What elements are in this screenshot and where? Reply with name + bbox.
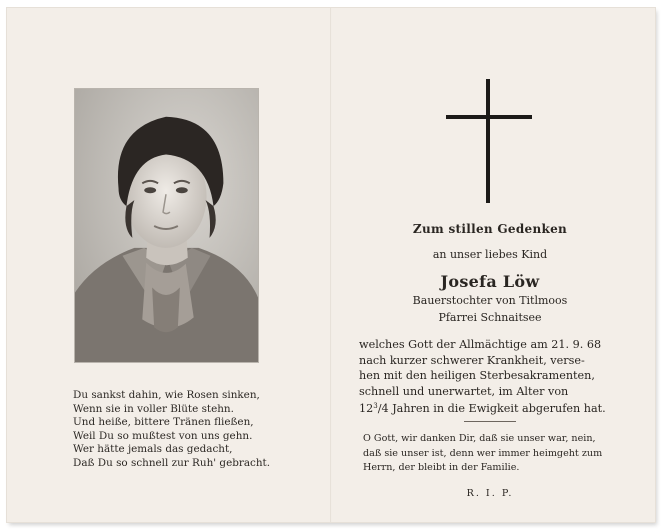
announcement-line: welches Gott der Allmächtige am 21. 9. 68 [359, 338, 602, 351]
deceased-parish: Pfarrei Schnaitsee [438, 311, 542, 324]
poem-line: Wenn sie in voller Blüte stehn. [73, 402, 234, 415]
poem [73, 389, 313, 471]
poem-line: Daß Du so schnell zur Ruh' gebracht. [73, 456, 271, 469]
prayer-line: Herrn, der bleibt in der Familie. [363, 462, 520, 473]
age-whole: 12 [359, 402, 374, 416]
announcement-text [359, 337, 618, 417]
announcement-line: nach kurzer schwerer Krankheit, verse- [359, 353, 585, 367]
memorial-heading: Zum stillen Gedenken [412, 222, 568, 236]
poem-line: Wer hätte jemals das gedacht, [73, 443, 233, 456]
portrait-photo [74, 88, 259, 363]
announcement-line: schnell und unerwartet, im Alter von [359, 384, 569, 398]
prayer-text [363, 432, 620, 476]
announcement-last-line: $12^3/4$ Jahren in die Ewigkeit abgerufen hat. [359, 402, 606, 416]
age-denominator: 4 [381, 402, 389, 416]
poem-line: Und heiße, bittere Tränen fließen, [73, 416, 254, 429]
poem-line: Du sankst dahin, wie Rosen sinken, [73, 389, 260, 401]
cross-icon [443, 79, 535, 205]
memorial-subheading: an unser liebes Kind [432, 248, 548, 261]
card-fold [330, 8, 332, 522]
portrait-illustration [75, 89, 258, 362]
deceased-description: Bauerstochter von Titlmoos [412, 294, 568, 307]
memorial-card [7, 8, 655, 522]
announcement-line: hen mit den heiligen Sterbesakramenten, [359, 369, 595, 383]
age-numerator: 3 [373, 402, 378, 411]
deceased-name: Josefa Löw [440, 272, 540, 291]
rip-text: R. I. P. [466, 488, 514, 499]
announcement-line-rest: Jahren in die Ewigkeit abgerufen hat. [392, 402, 606, 416]
prayer-line: O Gott, wir danken Dir, daß sie unser war, nein, [363, 433, 596, 444]
divider-line [464, 421, 516, 422]
poem-line: Weil Du so mußtest von uns gehn. [73, 429, 253, 442]
prayer-line: daß sie unser ist, denn wer immer heimgeht zum [363, 447, 603, 459]
